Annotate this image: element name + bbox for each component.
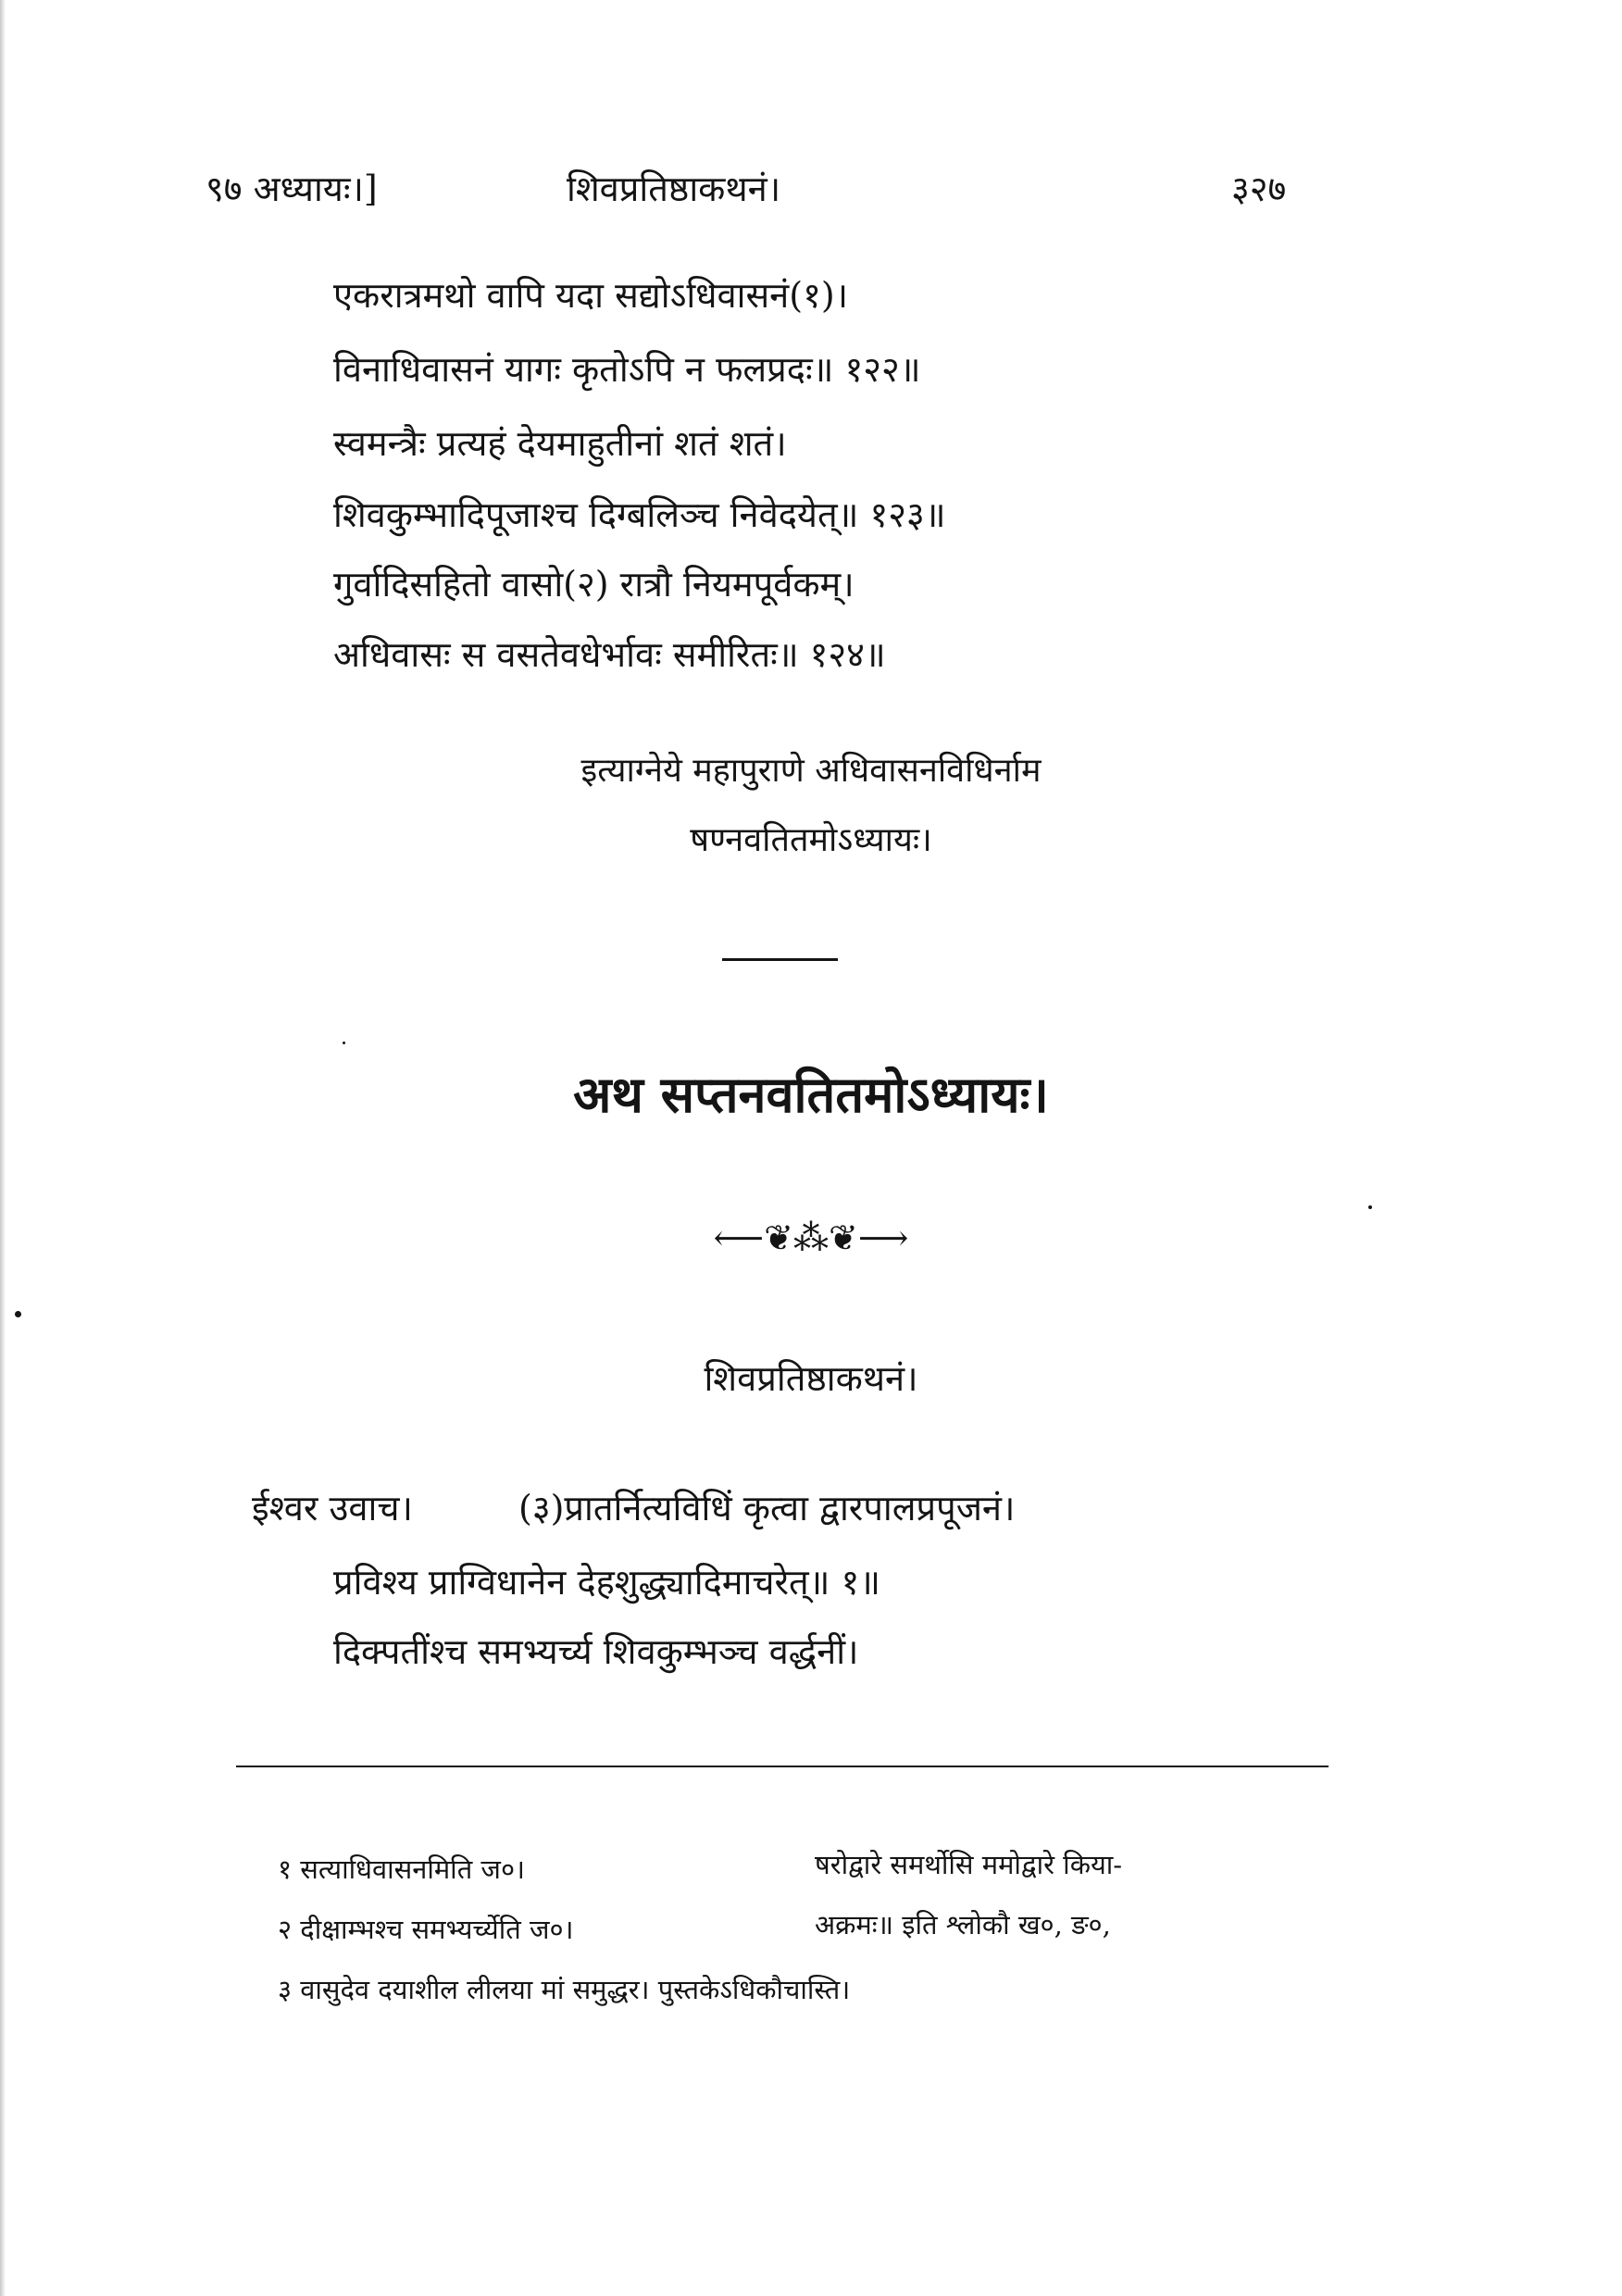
- ornament-divider: ⟵❦⁂❦⟶: [713, 1217, 909, 1258]
- header-page-number: ३२७: [1231, 168, 1287, 209]
- verse-line: प्रविश्य प्राग्विधानेन देहशुद्ध्यादिमाचरेत्॥ १॥: [333, 1562, 881, 1603]
- short-divider: [722, 958, 838, 961]
- footnote-3: ३ वासुदेव दयाशील लीलया मां समुद्धर। पुस्तकेऽधिकौचास्ति।: [278, 1974, 851, 2005]
- footnote-2-continuation: अक्रमः॥ इति श्लोकौ ख०, ङ०,: [815, 1909, 1111, 1940]
- chapter-title: अथ सप्तनवतितमोऽध्यायः।: [573, 1065, 1049, 1124]
- verse-line: दिक्पतींश्च समभ्यर्च्य शिवकुम्भञ्च वर्द्धनीं।: [333, 1631, 859, 1672]
- verse-line: शिवकुम्भादिपूजाश्च दिग्बलिञ्च निवेदयेत्॥ १२३॥: [333, 494, 946, 535]
- verse-line: अधिवासः स वसतेवधेर्भावः समीरितः॥ १२४॥: [333, 634, 886, 675]
- verse-line: विनाधिवासनं यागः कृतोऽपि न फलप्रदः॥ १२२॥: [333, 349, 921, 390]
- footnote-2: २ दीक्षाम्भश्च समभ्यर्च्येति ज०।: [278, 1914, 574, 1945]
- verse-line: (३)प्रातर्नित्यविधिं कृत्वा द्वारपालप्रपूजनं।: [518, 1488, 1016, 1529]
- footnote-separator: [236, 1766, 1329, 1767]
- scan-speck: [1368, 1205, 1372, 1209]
- footnote-1: १ सत्याधिवासनमिति ज०।: [278, 1853, 526, 1885]
- scan-speck: [15, 1311, 21, 1317]
- header-chapter-ref: ९७ अध्यायः।]: [206, 168, 378, 209]
- footnote-1-continuation: षरोद्वारे समर्थोसि ममोद्वारे किया-: [815, 1849, 1123, 1880]
- colophon-line: इत्याग्नेये महापुराणे अधिवासनविधिर्नाम: [580, 752, 1042, 790]
- verse-line: गुर्वादिसहितो वासो(२) रात्रौ नियमपूर्वकम्।: [333, 564, 855, 605]
- header-running-title: शिवप्रतिष्ठाकथनं।: [567, 168, 781, 209]
- verse-line: स्वमन्त्रैः प्रत्यहं देयमाहुतीनां शतं शतं।: [333, 423, 787, 464]
- speaker-label: ईश्वर उवाच।: [252, 1488, 413, 1529]
- colophon-line: षण्नवतितमोऽध्यायः।: [690, 821, 932, 859]
- verse-line: एकरात्रमथो वापि यदा सद्योऽधिवासनं(१)।: [333, 275, 849, 316]
- section-title: शिवप्रतिष्ठाकथनं।: [704, 1358, 918, 1399]
- scan-speck: [343, 1042, 345, 1044]
- scan-edge-shadow: [0, 0, 6, 2296]
